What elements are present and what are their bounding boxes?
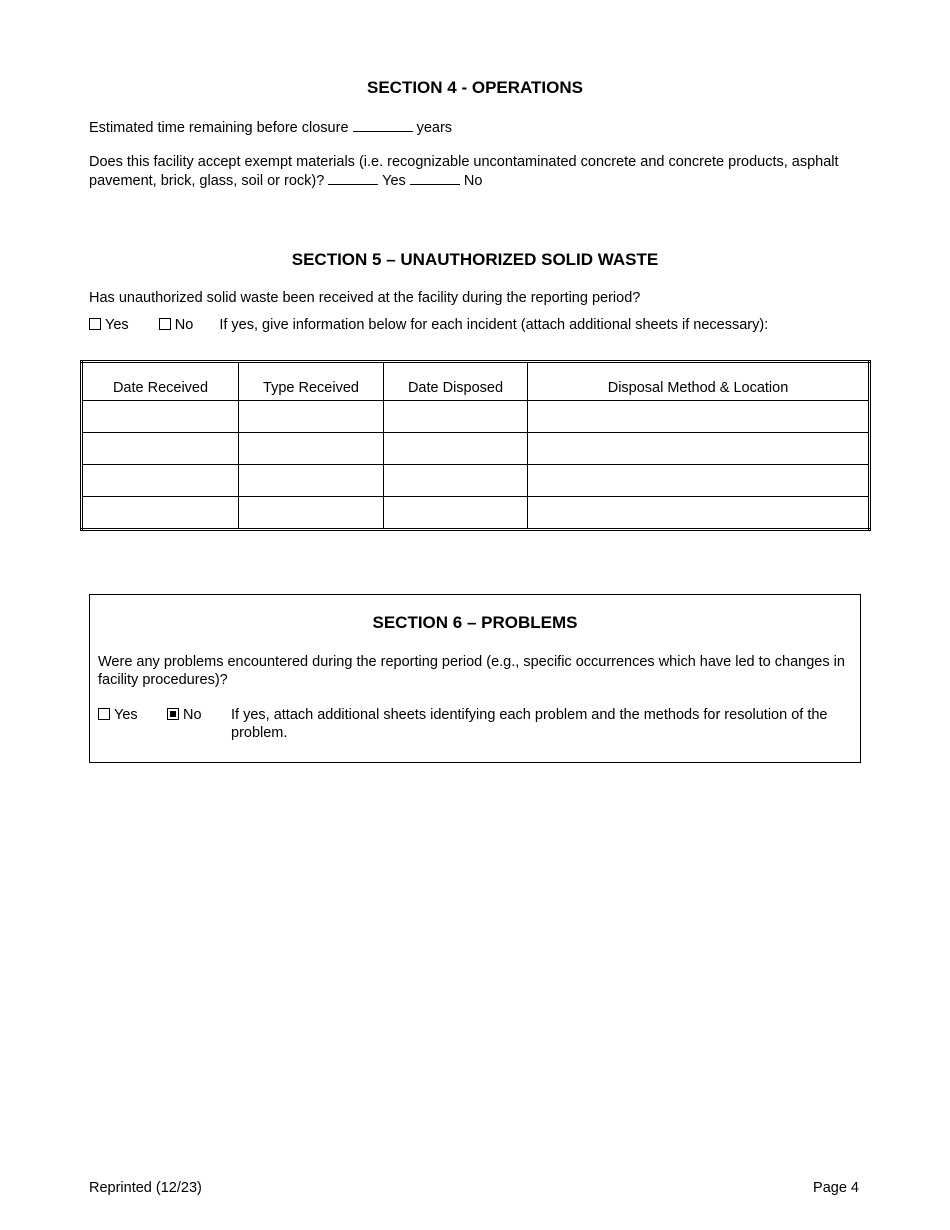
header-disposal-method: Disposal Method & Location — [528, 362, 870, 401]
section-5-instruction: If yes, give information below for each incident (attach additional sheets if necessary): — [219, 317, 769, 333]
table-cell[interactable] — [239, 465, 384, 497]
table-cell[interactable] — [528, 401, 870, 433]
section-5-options — [89, 316, 859, 334]
footer-page-number: Page 4 — [813, 1180, 859, 1196]
table-row — [82, 433, 870, 465]
section-6-no-checkbox[interactable] — [167, 708, 179, 720]
table-cell[interactable] — [384, 401, 528, 433]
section-5-yes-label: Yes — [105, 317, 129, 333]
table-header-row — [82, 362, 870, 401]
exempt-yes-field[interactable] — [328, 171, 378, 185]
closure-prefix: Estimated time remaining before closure — [89, 120, 349, 136]
section-6-yes — [98, 706, 138, 724]
closure-line — [89, 118, 452, 137]
table-cell[interactable] — [528, 465, 870, 497]
section-6-yes-label: Yes — [114, 707, 138, 723]
footer-reprint-date: Reprinted (12/23) — [89, 1180, 202, 1196]
section-6-yes-checkbox[interactable] — [98, 708, 110, 720]
table-cell[interactable] — [528, 433, 870, 465]
table-row — [82, 497, 870, 530]
table-cell[interactable] — [82, 401, 239, 433]
incidents-table — [80, 360, 871, 531]
table-cell[interactable] — [82, 497, 239, 530]
section-5-heading: SECTION 5 – UNAUTHORIZED SOLID WASTE — [291, 250, 659, 269]
closure-suffix: years — [416, 120, 453, 136]
header-date-disposed: Date Disposed — [384, 362, 528, 401]
table-cell[interactable] — [384, 433, 528, 465]
exempt-yes-label: Yes — [382, 173, 406, 189]
exempt-no-label: No — [463, 173, 483, 189]
section-6-box — [89, 594, 861, 763]
section-5-no-label: No — [174, 317, 194, 333]
table-cell[interactable] — [528, 497, 870, 530]
section-5-question: Has unauthorized solid waste been received at the facility during the reporting period? — [89, 290, 641, 306]
section-6-question: Were any problems encountered during the reporting period (e.g., specific occurrences which have led to changes in facility procedures)? — [98, 654, 845, 688]
table-cell[interactable] — [239, 433, 384, 465]
table-row — [82, 465, 870, 497]
table-cell[interactable] — [82, 465, 239, 497]
section-6-no-label: No — [183, 707, 202, 723]
header-date-received: Date Received — [82, 362, 239, 401]
table-cell[interactable] — [384, 497, 528, 530]
exempt-question: Does this facility accept exempt materials (i.e. recognizable uncontaminated concrete and concrete products, asphalt pavement, brick, glass, soil or rock)? — [89, 154, 839, 189]
exempt-question-block — [89, 153, 859, 190]
table-row — [82, 401, 870, 433]
section-6-instruction: If yes, attach additional sheets identifying each problem and the methods for resolution of the problem. — [231, 707, 828, 741]
table-cell[interactable] — [239, 401, 384, 433]
closure-years-field[interactable] — [353, 118, 413, 132]
exempt-no-field[interactable] — [410, 171, 460, 185]
table-cell[interactable] — [239, 497, 384, 530]
section-4-heading: SECTION 4 - OPERATIONS — [367, 78, 583, 97]
header-type-received: Type Received — [239, 362, 384, 401]
section-5-yes-checkbox[interactable] — [89, 318, 101, 330]
table-cell[interactable] — [82, 433, 239, 465]
section-6-heading: SECTION 6 – PROBLEMS — [372, 613, 578, 632]
table-cell[interactable] — [384, 465, 528, 497]
section-5-no-checkbox[interactable] — [159, 318, 171, 330]
section-6-no — [167, 706, 202, 724]
